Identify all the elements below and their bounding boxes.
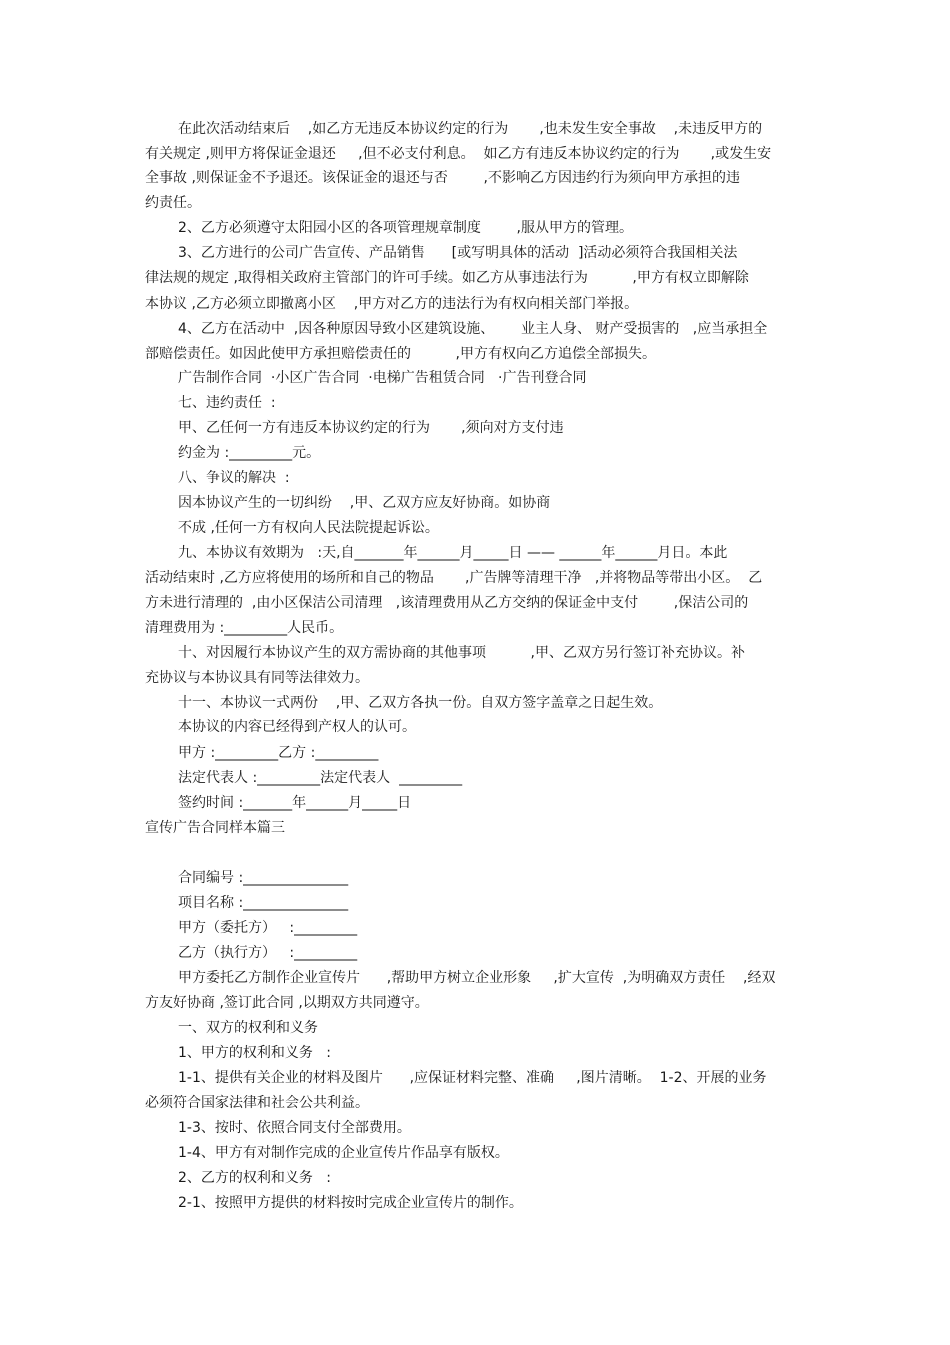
text-line: 不成 ,任何一方有权向人民法院提起诉讼。 [178, 520, 439, 536]
text-line: 甲、乙任何一方有违反本协议约定的行为 ,须向对方支付违 [178, 420, 564, 436]
text-line: 4、乙方在活动中 ,因各种原因导致小区建筑设施、 业主人身、 财产受损害的 ,应当承担全 [178, 321, 768, 337]
section-heading: 八、争议的解决 : [178, 470, 290, 486]
document-section-title: 宣传广告合同样本篇三 [145, 820, 285, 836]
contract-number-field: 合同编号 :_______________ [178, 870, 349, 886]
party-a-field: 甲方（委托方） :_________ [178, 920, 358, 936]
text-line: 2、乙方必须遵守太阳园小区的各项管理规章制度 ,服从甲方的管理。 [178, 220, 633, 236]
text-line: 1-4、甲方有对制作完成的企业宣传片作品享有版权。 [178, 1145, 509, 1161]
text-line: 2-1、按照甲方提供的材料按时完成企业宣传片的制作。 [178, 1195, 523, 1211]
text-line: 必须符合国家法律和社会公共利益。 [145, 1095, 369, 1111]
text-line: 律法规的规定 ,取得相关政府主管部门的许可手续。如乙方从事违法行为 ,甲方有权立即解除 [145, 270, 749, 286]
text-line: 本协议 ,乙方必须立即撤离小区 ,甲方对乙方的违法行为有权向相关部门举报。 [145, 296, 639, 312]
signature-line: 甲方 :_________乙方 :_________ [178, 745, 379, 761]
text-line: 充协议与本协议具有同等法律效力。 [145, 670, 369, 686]
text-line: 全事故 ,则保证金不予退还。该保证金的退还与否 ,不影响乙方因违约行为须向甲方承担的违 [145, 170, 740, 186]
text-line: 约金为 :_________元。 [178, 445, 321, 461]
text-line: 因本协议产生的一切纠纷 ,甲、乙双方应友好协商。如协商 [178, 495, 551, 511]
section-heading: 七、违约责任 : [178, 395, 276, 411]
signature-date-line: 签约时间 :_______年______月_____日 [178, 795, 412, 811]
section-heading: 1、甲方的权利和义务 : [178, 1045, 331, 1061]
text-line: 九、本协议有效期为 :天,自_______年______月_____日 —— ______年______月日。本此 [178, 545, 728, 561]
text-line: 广告制作合同 ·小区广告合同 ·电梯广告租赁合同 ·广告刊登合同 [178, 370, 587, 386]
text-line: 约责任。 [145, 195, 201, 211]
text-line: 方友好协商 ,签订此合同 ,以期双方共同遵守。 [145, 995, 429, 1011]
text-line: 十、对因履行本协议产生的双方需协商的其他事项 ,甲、乙双方另行签订补充协议。补 [178, 645, 745, 661]
text-line: 1-1、提供有关企业的材料及图片 ,应保证材料完整、准确 ,图片清晰。 1-2、开展的业务 [178, 1070, 767, 1086]
text-line: 在此次活动结束后 ,如乙方无违反本协议约定的行为 ,也未发生安全事故 ,未违反甲方的 [178, 121, 763, 137]
text-line: 有关规定 ,则甲方将保证金退还 ,但不必支付利息。 如乙方有违反本协议约定的行为 ,或发生安 [145, 146, 772, 162]
text-line: 甲方委托乙方制作企业宣传片 ,帮助甲方树立企业形象 ,扩大宣传 ,为明确双方责任 ,经双 [178, 970, 776, 986]
text-line: 活动结束时 ,乙方应将使用的场所和自己的物品 ,广告牌等清理干净 ,并将物品等带出小区。 乙 [145, 570, 763, 586]
text-line: 方未进行清理的 ,由小区保洁公司清理 ,该清理费用从乙方交纳的保证金中支付 ,保洁公司的 [145, 595, 749, 611]
text-line: 部赔偿责任。如因此使甲方承担赔偿责任的 ,甲方有权向乙方追偿全部损失。 [145, 346, 656, 362]
text-line: 本协议的内容已经得到产权人的认可。 [178, 719, 416, 735]
text-line: 1-3、按时、依照合同支付全部费用。 [178, 1120, 411, 1136]
text-line: 3、乙方进行的公司广告宣传、产品销售 [或写明具体的活动 ]活动必须符合我国相关法 [178, 245, 738, 261]
signature-line: 法定代表人 :_________法定代表人 _________ [178, 770, 463, 786]
section-heading: 2、乙方的权利和义务 : [178, 1170, 331, 1186]
text-line: 十一、本协议一式两份 ,甲、乙双方各执一份。自双方签字盖章之日起生效。 [178, 695, 663, 711]
text-line: 清理费用为 :_________人民币。 [145, 620, 344, 636]
section-heading: 一、双方的权利和义务 [178, 1020, 318, 1036]
party-b-field: 乙方（执行方） :_________ [178, 945, 358, 961]
project-name-field: 项目名称 :_______________ [178, 895, 349, 911]
